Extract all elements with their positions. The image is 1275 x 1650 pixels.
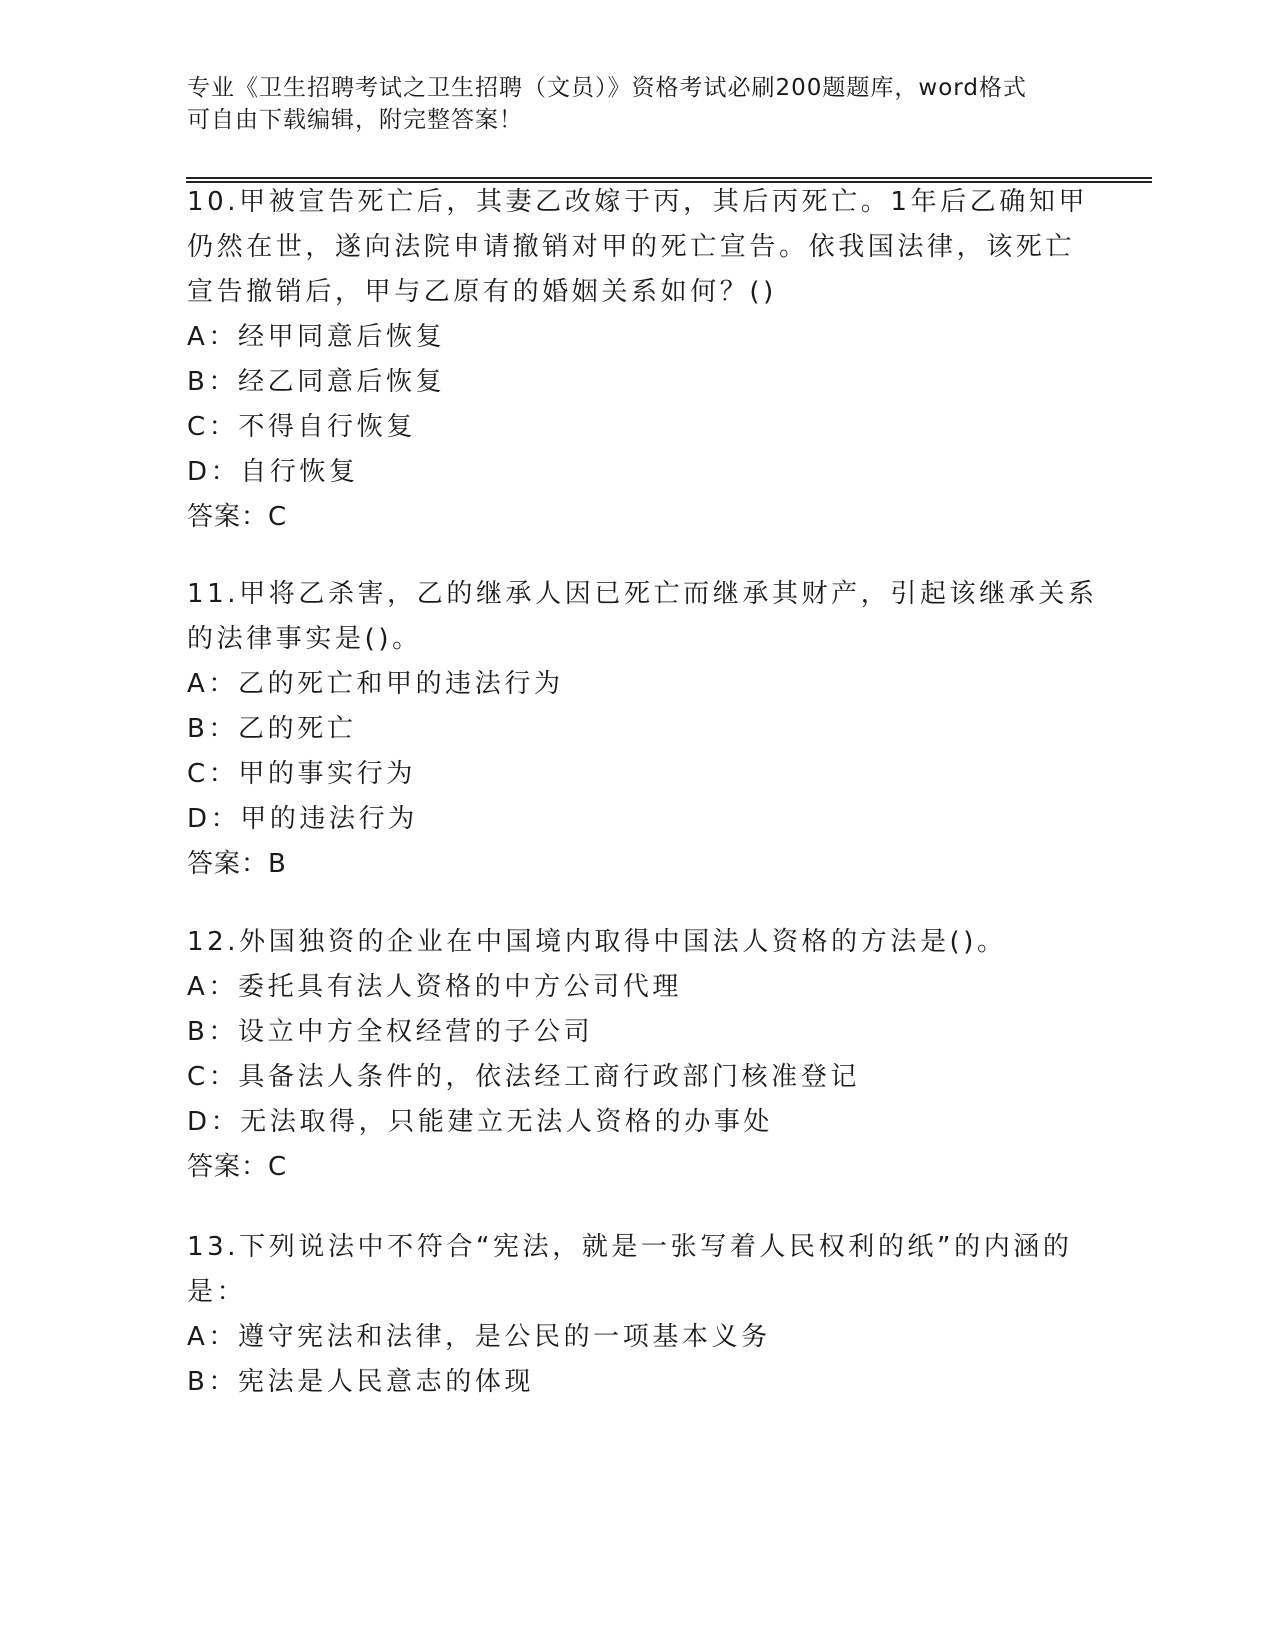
header-line: 专业《卫生招聘考试之卫生招聘（文员）》资格考试必刷200题题库，word格式	[187, 75, 1027, 101]
option-d: D：甲的违法行为	[187, 804, 418, 834]
option-a: A：委托具有法人资格的中方公司代理	[187, 972, 682, 1002]
question-12	[187, 920, 1087, 1190]
option-c: C：甲的事实行为	[187, 759, 416, 789]
option-b: B：宪法是人民意志的体现	[187, 1367, 535, 1397]
question-text: 10.甲被宣告死亡后，其妻乙改嫁于丙，其后丙死亡。1年后乙确知甲	[187, 187, 1089, 217]
option-a: A：经甲同意后恢复	[187, 322, 446, 352]
question-text: 是：	[187, 1277, 247, 1307]
question-text: 12.外国独资的企业在中国境内取得中国法人资格的方法是()。	[187, 927, 1007, 957]
option-d: D：自行恢复	[187, 457, 359, 487]
option-c: C：不得自行恢复	[187, 412, 416, 442]
question-text: 11.甲将乙杀害，乙的继承人因已死亡而继承其财产，引起该继承关系	[187, 579, 1098, 609]
question-13	[187, 1225, 1087, 1405]
answer: 答案：C	[187, 1152, 288, 1182]
option-b: B：经乙同意后恢复	[187, 367, 446, 397]
header-line: 可自由下载编辑，附完整答案！	[187, 107, 523, 133]
option-b: B：乙的死亡	[187, 714, 357, 744]
question-text: 的法律事实是()。	[187, 624, 422, 654]
question-text: 13.下列说法中不符合“宪法，就是一张写着人民权利的纸”的内涵的	[187, 1232, 1073, 1262]
question-text: 宣告撤销后，甲与乙原有的婚姻关系如何？()	[187, 277, 777, 307]
question-10	[187, 180, 1087, 540]
option-a: A：乙的死亡和甲的违法行为	[187, 669, 564, 699]
option-d: D：无法取得，只能建立无法人资格的办事处	[187, 1107, 774, 1137]
option-b: B：设立中方全权经营的子公司	[187, 1017, 594, 1047]
document-header	[187, 72, 1087, 136]
option-a: A：遵守宪法和法律，是公民的一项基本义务	[187, 1322, 771, 1352]
question-11	[187, 572, 1098, 887]
answer: 答案：C	[187, 502, 288, 532]
question-text: 仍然在世，遂向法院申请撤销对甲的死亡宣告。依我国法律，该死亡	[187, 232, 1076, 262]
option-c: C：具备法人条件的，依法经工商行政部门核准登记	[187, 1062, 860, 1092]
answer: 答案：B	[187, 849, 287, 879]
